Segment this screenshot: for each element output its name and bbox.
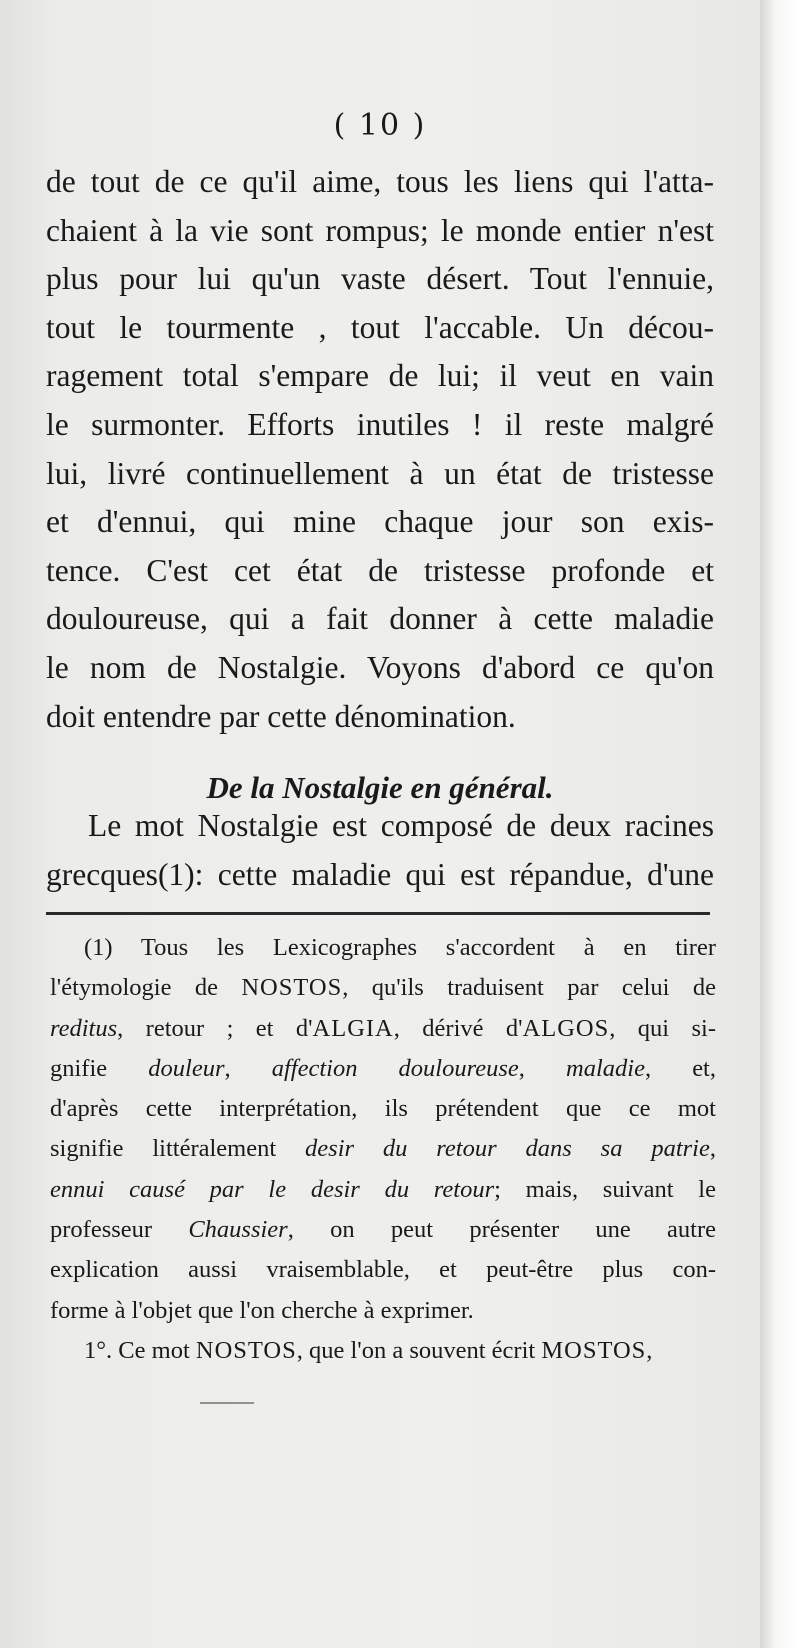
footnote-line: 1°. Ce mot NOSTOS, que l'on a souvent écrit MOSTOS, (84, 1336, 653, 1364)
footnote-line: professeur Chaussier, on peut présenter une autre (50, 1216, 716, 1244)
text-line: tence. C'est cet état de tristesse profonde et (46, 552, 714, 588)
text-line: et d'ennui, qui mine chaque jour son exis- (46, 504, 714, 540)
footnote-line: d'après cette interprétation, ils prétendent que ce mot (50, 1095, 716, 1123)
page-edge (760, 0, 800, 1648)
footnote-line: signifie littéralement desir du retour dans sa patrie, (50, 1135, 716, 1163)
text-line: doit entendre par cette dénomination. (46, 698, 516, 734)
footnote-line: l'étymologie de NOSTOS, qu'ils traduisent par celui de (50, 974, 716, 1002)
text-line: douloureuse, qui a fait donner à cette maladie (46, 601, 714, 637)
text-line: le nom de Nostalgie. Voyons d'abord ce qu'on (46, 649, 714, 685)
page-number: ( 10 ) (333, 108, 427, 143)
text-line: grecques(1): cette maladie qui est répandue, d'une (46, 856, 714, 892)
footnote-line: (1) Tous les Lexicographes s'accordent à en tirer (84, 934, 716, 961)
footnote-line: forme à l'objet que l'on cherche à exprimer. (50, 1296, 474, 1324)
text-line: plus pour lui qu'un vaste désert. Tout l'ennuie, (46, 261, 714, 297)
footnote-divider (46, 912, 710, 915)
footnote-line: reditus, retour ; et d'ALGIA, dérivé d'ALGOS, qui si- (50, 1014, 716, 1042)
footnote-line: ennui causé par le desir du retour; mais, suivant le (50, 1175, 716, 1203)
text-line: lui, livré continuellement à un état de tristesse (46, 455, 714, 491)
text-line: Le mot Nostalgie est composé de deux racines (88, 808, 714, 843)
text-line: de tout de ce qu'il aime, tous les liens qui l'atta- (46, 164, 714, 199)
text-line: chaient à la vie sont rompus; le monde entier n'est (46, 212, 714, 248)
main-text-continued (46, 802, 714, 899)
section-heading: De la Nostalgie en général. (206, 770, 554, 805)
main-text (46, 158, 714, 741)
footnote-line: explication aussi vraisemblable, et peut-être plus con- (50, 1256, 716, 1284)
text-line: ragement total s'empare de lui; il veut en vain (46, 358, 714, 394)
text-line: tout le tourmente , tout l'accable. Un décou- (46, 309, 714, 345)
ink-mark (200, 1402, 254, 1404)
footnote (50, 928, 716, 1371)
footnote-line: gnifie douleur, affection douloureuse, maladie, et, (50, 1054, 716, 1082)
text-line: le surmonter. Efforts inutiles ! il reste malgré (46, 406, 714, 442)
